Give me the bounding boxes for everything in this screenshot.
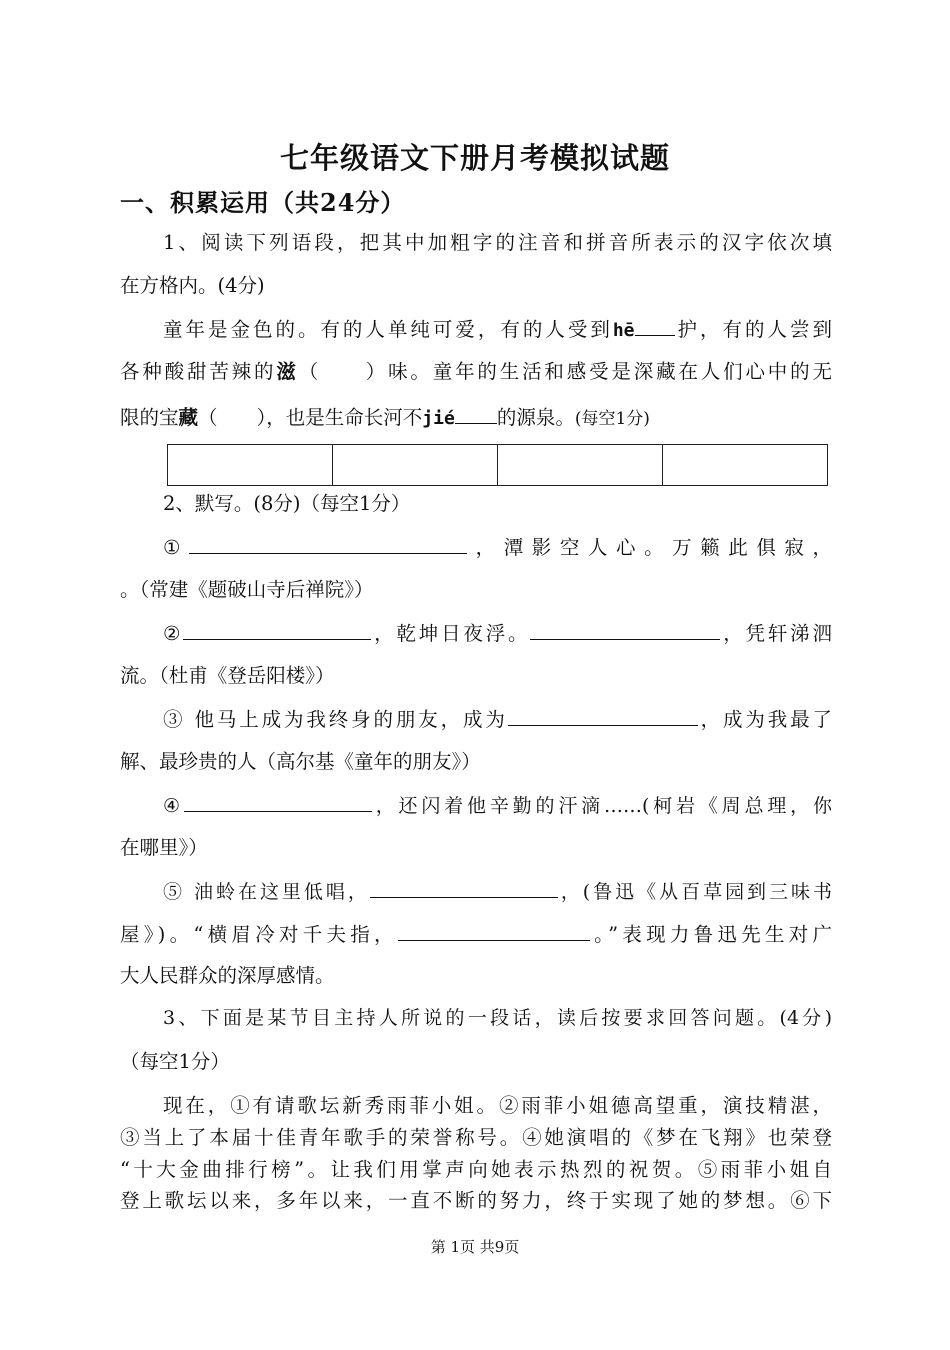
item-number: ① <box>163 536 190 559</box>
q1-passage-line3 <box>120 401 832 434</box>
q2-item2 <box>163 617 832 649</box>
q3-passage-line2: ③当上了本届十佳青年歌手的荣誉称号。④她演唱的《梦在飞翔》也荣登 <box>120 1126 832 1149</box>
q1-instruction-line1: 1、阅读下列语段，把其中加粗字的注音和拼音所表示的汉字依次填 <box>163 231 832 254</box>
q2-item4-source: 在哪里》） <box>120 836 208 859</box>
q2-item4 <box>163 789 832 821</box>
q3-heading: 3、下面是某节目主持人所说的一段话，读后按要求回答问题。(4分) <box>163 1007 832 1029</box>
passage-text: 童年是金色的。有的人单纯可爱，有的人受到 <box>163 318 613 341</box>
answer-box-3[interactable] <box>498 445 663 485</box>
bold-character: 滋 <box>276 360 299 383</box>
q1-instruction-line2: 在方格内。(4分) <box>120 274 265 297</box>
q2-item2-source: 流。（杜甫《登岳阳楼》） <box>120 664 335 687</box>
q2-item5-line3: 大人民群众的深厚感情。 <box>120 964 335 987</box>
bold-character: 藏 <box>178 406 199 429</box>
q3-passage-line4: 登上歌坛以来，多年以来，一直不断的努力，终于实现了她的梦想。⑥下 <box>120 1189 832 1212</box>
blank-field[interactable] <box>530 617 720 640</box>
pinyin-jie: jié <box>422 408 455 429</box>
q2-item5 <box>163 875 832 907</box>
poem-text: 。”表现力鲁迅先生对广 <box>589 923 832 946</box>
section-heading: 一、积累运用（共24分） <box>120 188 406 217</box>
poem-text: 屋》)。“横眉冷对千夫指， <box>120 923 398 946</box>
passage-text: （ ）味。童年的生活和感受是深藏在人们心中的无 <box>298 360 832 383</box>
passage-text: 的源泉。 <box>496 406 575 429</box>
q2-heading: 2、默写。(8分)（每空1分） <box>163 492 411 515</box>
answer-box-1[interactable] <box>168 445 333 485</box>
q3-note: （每空1分） <box>120 1050 230 1073</box>
page-footer: 第 1页 共9页 <box>430 1238 520 1256</box>
q2-item5-line2 <box>120 918 832 950</box>
item-number: ② <box>163 622 184 645</box>
poem-text: ，成为我最了 <box>697 708 832 731</box>
blank-field[interactable] <box>189 531 467 554</box>
blank-field[interactable] <box>635 313 675 336</box>
blank-field[interactable] <box>455 401 497 424</box>
blank-field[interactable] <box>398 918 590 941</box>
item-number: ④ <box>163 795 184 817</box>
blank-field[interactable] <box>183 617 371 640</box>
poem-text: ③ 他马上成为我终身的朋友，成为 <box>163 708 508 731</box>
q1-passage-line2 <box>120 357 832 387</box>
answer-grid <box>167 444 828 486</box>
poem-text: ，潭影空人心。万籁此俱寂， <box>467 536 832 559</box>
pinyin-he: hē <box>612 320 635 341</box>
q1-passage-line1 <box>163 313 832 346</box>
passage-text: （ ），也是生命长河不 <box>198 406 423 429</box>
blank-field[interactable] <box>370 875 558 898</box>
passage-text: 护，有的人尝到 <box>674 318 832 341</box>
poem-text: ⑤ 油蛉在这里低唱， <box>163 881 370 903</box>
score-note: (每空1分) <box>574 409 650 429</box>
poem-text: ，还闪着他辛勤的汗滴……(柯岩《周总理，你 <box>371 795 832 817</box>
q3-passage-line3: “十大金曲排行榜”。让我们用掌声向她表示热烈的祝贺。⑤雨菲小姐自 <box>120 1158 832 1181</box>
answer-box-4[interactable] <box>663 445 827 485</box>
passage-text: 各种酸甜苦辣的 <box>120 360 277 383</box>
blank-field[interactable] <box>184 789 372 812</box>
poem-text: ，凭轩涕泗 <box>720 622 832 645</box>
q2-item1-source: 。（常建《题破山寺后禅院》） <box>120 578 374 601</box>
passage-text: 限的宝 <box>120 406 179 429</box>
q2-item1 <box>163 531 832 563</box>
poem-text: ，乾坤日夜浮。 <box>371 622 531 645</box>
q2-item3-source: 解、最珍贵的人（高尔基《童年的朋友》） <box>120 750 481 773</box>
q3-passage-line1: 现在，①有请歌坛新秀雨菲小姐。②雨菲小姐德高望重，演技精湛， <box>163 1094 832 1117</box>
answer-box-2[interactable] <box>333 445 498 485</box>
exam-title: 七年级语文下册月考模拟试题 <box>279 141 670 175</box>
q2-item3 <box>163 703 832 735</box>
poem-text: ，(鲁迅《从百草园到三味书 <box>557 881 832 903</box>
blank-field[interactable] <box>508 703 698 726</box>
